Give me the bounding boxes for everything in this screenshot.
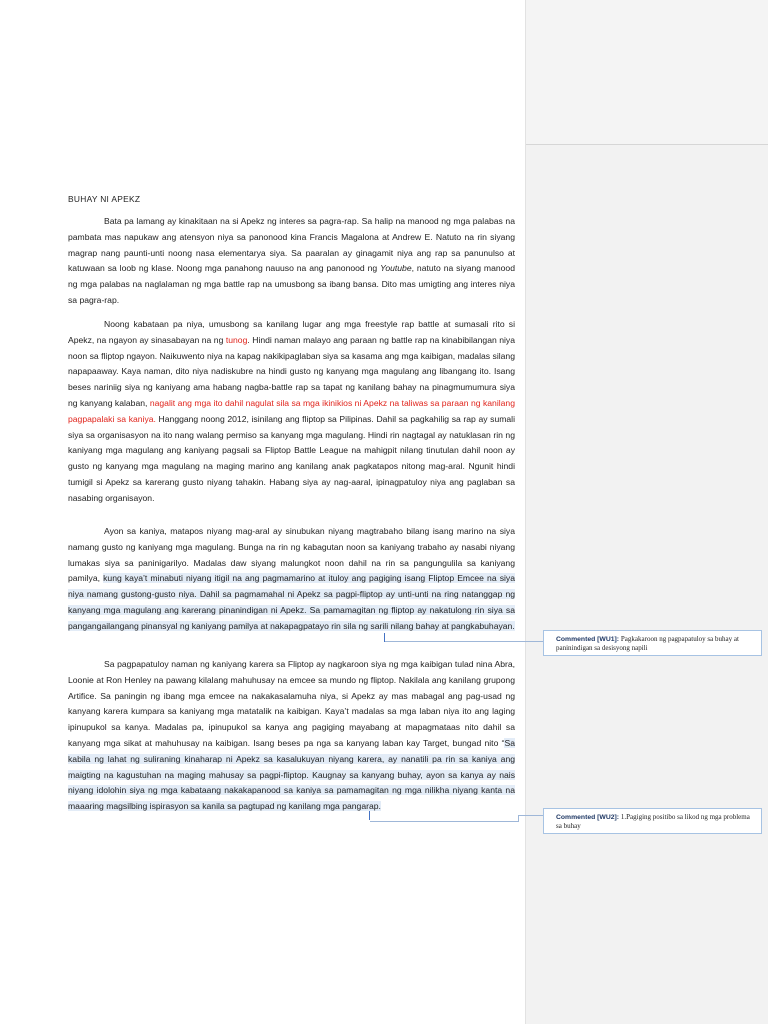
paragraph-2-text-c: Hanggang noong 2012, isinilang ang fliptop sa Pilipinas. Dahil sa pagkahilig sa rap ay sumali siya sa organisasyon na ito nang walang permiso sa kanyang mga magulang. Hindi rin nagtagal ay natuklasan rin ng kaniyang mga magulang ang kaniyang pagsali sa Fliptop Battle League na mahigpit nilang tinutulan dahil noon ay gusto ng kanyang mga magulang na maging marino ang kanilang anak pagkatapos nitong mag-aral. Ngunit hindi tumigil si Apekz sa karerang gusto niyang tahakin. Habang siya ay nag-aaral, ipinagpatuloy niya ang paglaban sa nasabing organisayon. — [68, 413, 515, 503]
youtube-italic: Youtube — [380, 263, 412, 274]
comment-anchor-2 — [369, 811, 370, 820]
comment-author: Commented [WU2]: — [556, 814, 620, 821]
red-text-tunog: tunog — [225, 334, 248, 345]
comment-connector-2b — [518, 815, 519, 822]
comment-connector-1 — [385, 641, 543, 642]
comment-text: Pagkakaroon ng pagpapatuloy sa buhay at paninindigan sa desisyong napili — [556, 635, 739, 652]
comments-pane — [525, 0, 768, 1024]
comment-author: Commented [WU1]: — [556, 636, 620, 643]
comment-text: 1.Pagiging positibo sa likod ng mga problema sa buhay — [556, 813, 750, 830]
red-text-sentence: nagalit ang mga ito dahil nagulat sila sa mga ikinikios ni Apekz na taliwas sa paraan ng kanilang pagpapalaki sa kaniya. — [68, 397, 515, 424]
comment-wu1[interactable] — [543, 630, 762, 656]
paragraph-3[interactable] — [68, 524, 515, 635]
paragraph-2-text-b: . Hindi naman malayo ang paraan ng battle rap na kinabibilangan niya noon sa fliptop ngayon. Naikuwento niya na kapag nakikipaglaban siya sa kasama ang mga kaibigan, madalas silang napapaaway. Kaya naman, dito niya nadiskubre na hindi gusto ng kanyang mga magulang ang libangang ito. Isang beses nariniig siya ng kaniyang ama habang nagba-battle rap sa tapat ng kanilang bahay na pinagmumumura siya ng kanyang kalaban, — [68, 334, 515, 408]
paragraph-2-text-a: Noong kabataan pa niya, umusbong sa kanilang lugar ang mga freestyle rap battle at sumasali rito si Apekz, na ngayon ay sinasabayan na ng — [68, 319, 515, 345]
paragraph-2[interactable] — [68, 317, 515, 507]
comment-connector-2a — [370, 821, 518, 822]
comment-wu2[interactable] — [543, 808, 762, 834]
document-title: BUHAY NI APEKZ — [68, 194, 141, 204]
commented-range-2[interactable]: Sa kabila ng lahat ng suliraning kinaharap ni Apekz sa kasalukuyan niyang karera, ay nanatili pa rin sa kaniya ang maigting na kagustuhan na maging mahusay sa pagpi-fliptop. Kaugnay sa kanyang buhay, ayon sa kanya ay nais niyang idolohin siya ng mga kabataang nakakapanood sa kaniya sa pamamagitan ng mga nilikha niyang kanta na maaaring magsilbing ispirasyon sa kanila sa pagtupad ng kanilang mga pangarap. — [68, 737, 515, 812]
paragraph-3-text: Ayon sa kaniya, matapos niyang mag-aral ay sinubukan niyang magtrabaho bilang isang marino na siya namang gusto ng kaniyang mga magulang. Bunga na rin ng kabagutan noon sa kaniyang trabaho ay nasabi niyang lumakas siya sa paninigarilyo. Madalas daw siyang malungkot noon dahil na rin sa pangungulila sa kaniyang pamilya, — [68, 526, 515, 584]
paragraph-1-end: , natuto na siyang manood ng mga palabas na naglalaman ng mga battle rap na umusbong sa ibang bansa. Dito mas umigting ang interes niya sa pagra-rap. — [68, 263, 515, 305]
paragraph-1-text: Bata pa lamang ay kinakitaan na si Apekz ng interes sa pagra-rap. Sa halip na manood ng mga palabas na pambata mas napukaw ang atensyon niya sa panonood kina Francis Magalona at Andrew E. Natuto na rin siyang magrap nang paunti-unti noong nasa elementarya siya. Sa paaralan ay ginagamit niya ang rap sa panunulso at katuwaan sa loob ng klase. Noong mga panahong nauuso na ang panonood ng — [68, 216, 515, 274]
paragraph-1[interactable] — [68, 214, 515, 309]
comments-pane-divider — [526, 144, 768, 145]
comment-connector-2c — [518, 815, 543, 816]
paragraph-4-text: Sa pagpapatuloy naman ng kaniyang karera sa Fliptop ay nagkaroon siya ng mga kaibigan tulad nina Abra, Loonie at Ron Henley na pawang kilalang mahuhusay na emcee sa mundo ng fliptop. Nakilala ang kanilang grupong Artifice. Sa paningin ng ibang mga emcee na nakakasalamuha niya, si Apekz ay mas mabagal ang pag-usad ng kanyang karera kumpara sa kaniyang mga matatalik na kaibigan. Kaya’t madalas sa mga laban niya ito ang laging ipinupukol sa kanya. Madalas pa, ipinupukol sa kanya ang pagiging mayabang at mapagmataas nito dahil sa kanyang mga sikat at mahuhusay na kaibigan. Isang beses pa nga sa kanyang laban kay Target, bungad nito “ — [68, 659, 515, 748]
commented-range-1[interactable]: kung kaya’t minabuti niyang itigil na ang pagmamarino at ituloy ang pagiging isang Fliptop Emcee na siya niya namang gustong-gusto niya. Dahil sa pagmamahal ni Apekz sa pagpi-fliptop ay unti-unti na ring natanggap ng kanyang mga magulang ang karerang pinanindigan ni Apekz. Sa pamamagitan ng fliptop ay nakatulong rin siya sa pangangailangang pinansyal ng kaniyang pamilya at nakapagpatayo rin sila ng sarili nilang bahay at pangkabuhayan. — [68, 573, 516, 631]
paragraph-4[interactable] — [68, 657, 515, 815]
comments-pane-header — [526, 0, 768, 144]
